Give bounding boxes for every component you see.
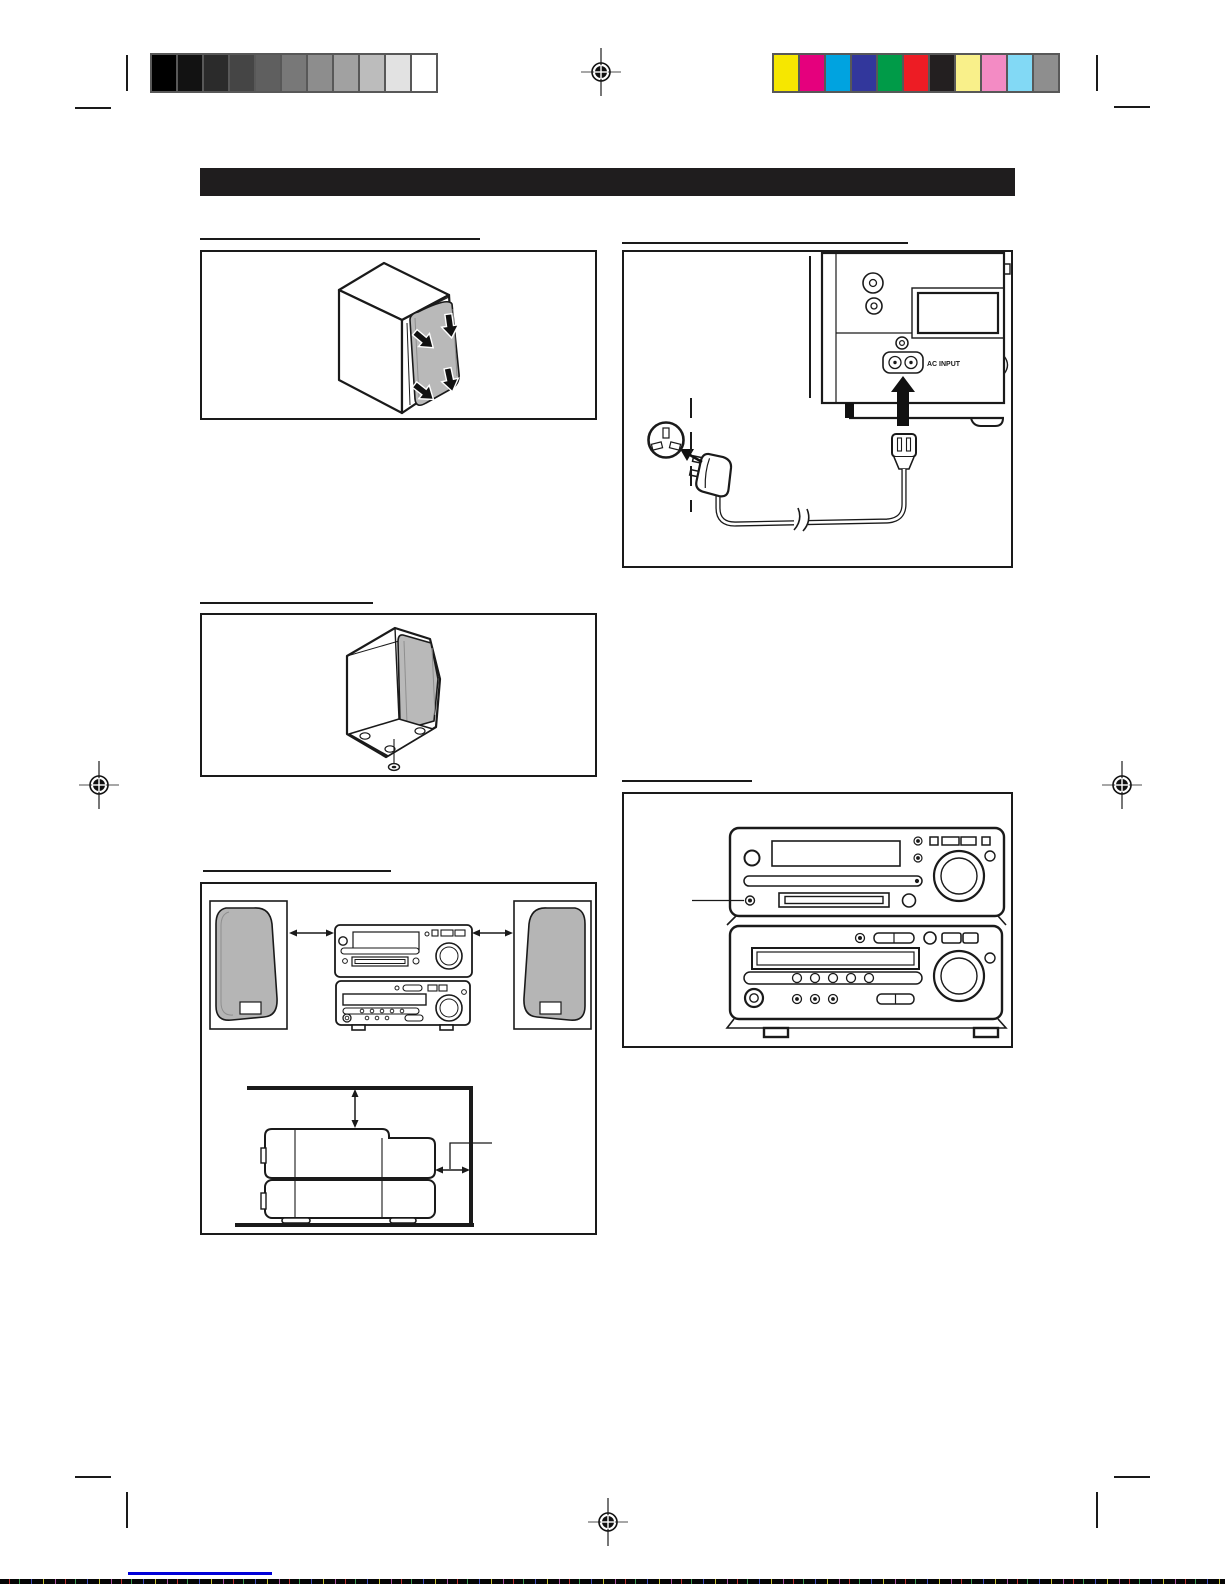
color-swatch <box>956 55 980 91</box>
gray-swatch <box>360 55 384 91</box>
gray-swatch <box>334 55 358 91</box>
color-swatch <box>774 55 798 91</box>
scan-edge-noise <box>0 1579 1225 1584</box>
color-swatch <box>826 55 850 91</box>
crop-mark <box>1096 1492 1098 1528</box>
gray-swatch <box>256 55 280 91</box>
registration-mark-icon <box>577 46 625 98</box>
registration-mark-icon <box>584 1496 632 1548</box>
appliance-connector <box>892 434 916 469</box>
crop-mark <box>75 107 111 109</box>
ac-power-connection-figure <box>622 250 1013 568</box>
gray-swatch <box>152 55 176 91</box>
footer-accent-line <box>128 1572 272 1575</box>
gray-swatch <box>308 55 332 91</box>
color-swatch <box>800 55 824 91</box>
speaker-placement-figure <box>200 882 597 1235</box>
cabinet-base-step <box>845 403 854 418</box>
color-swatch <box>878 55 902 91</box>
foot-pad <box>389 764 400 771</box>
mini-system-front <box>335 925 472 1030</box>
heading-rule <box>622 242 908 244</box>
color-swatch <box>982 55 1006 91</box>
crop-mark <box>75 1476 111 1478</box>
heading-rule <box>622 780 752 782</box>
registration-mark-icon <box>75 759 123 811</box>
gray-swatch <box>412 55 436 91</box>
gray-swatch <box>178 55 202 91</box>
crop-mark <box>126 55 128 91</box>
registration-mark-icon <box>1098 759 1146 811</box>
display-window <box>772 841 900 866</box>
color-swatch <box>930 55 954 91</box>
clearance-side-view <box>235 1086 492 1226</box>
crop-mark <box>126 1492 128 1528</box>
crop-mark <box>1096 55 1098 91</box>
speaker-grille-removal-figure <box>200 250 597 420</box>
gray-swatch <box>230 55 254 91</box>
color-swatch <box>852 55 876 91</box>
section-header-bar <box>200 168 1015 196</box>
wall-socket <box>649 423 684 458</box>
gray-swatch <box>204 55 228 91</box>
left-speaker <box>210 901 287 1029</box>
heading-rule <box>203 870 391 872</box>
right-speaker <box>514 901 591 1029</box>
crop-mark <box>1114 106 1150 108</box>
color-swatch <box>1034 55 1058 91</box>
color-swatch <box>1008 55 1032 91</box>
grayscale-calibration-bar <box>150 53 438 93</box>
speaker-bottom-foot-figure <box>200 613 597 777</box>
heading-rule <box>200 602 373 604</box>
ac-input-socket <box>883 352 923 373</box>
color-calibration-bar <box>772 53 1060 93</box>
gray-swatch <box>386 55 410 91</box>
unit-foot <box>974 1028 998 1037</box>
gray-swatch <box>282 55 306 91</box>
power-cord <box>718 469 904 531</box>
ac-input-label: AC INPUT <box>927 361 961 368</box>
unit-foot <box>764 1028 788 1037</box>
heading-rule <box>200 238 480 240</box>
power-button <box>745 851 760 866</box>
color-swatch <box>904 55 928 91</box>
crop-mark <box>1114 1476 1150 1478</box>
system-front-panel-figure <box>622 792 1013 1048</box>
disc-tray-slot <box>744 876 922 886</box>
